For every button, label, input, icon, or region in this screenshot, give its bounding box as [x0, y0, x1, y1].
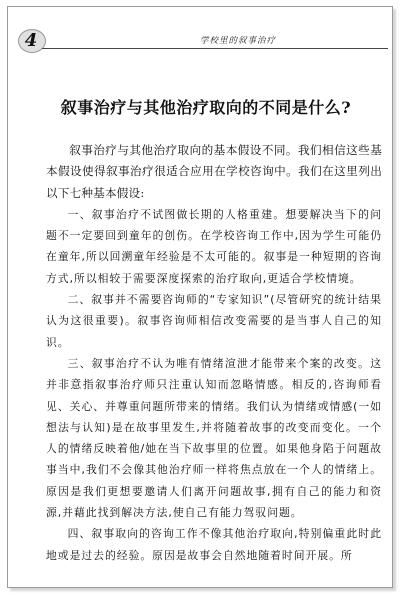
page-number-badge — [18, 29, 44, 51]
body-text — [46, 140, 382, 566]
paragraph-intro: 叙事治疗与其他治疗取向的基本假设不同。我们相信这些基本假设使得叙事治疗很适合应用在学校咨询中。我们在这里列出以下七种基本假设: — [46, 143, 382, 200]
paragraph-assumption-3: 三、叙事治疗不认为唯有情绪渲泄才能带来个案的改变。这并非意指叙事治疗师只注重认知而忽略情感。相反的,咨询师看见、关心、并尊重问题所带来的情绪。我们认为情绪或情感(一如想法与认知)是在故事里发生,并将随着故事的改变而变化。一个人的情绪反映着他/她在当下故事里的位置。如果他身陷于问题故事当中,我们不会像其他治疗师一样将焦点放在一个人的情绪上。原因是我们更想要邀请人们离开问题故事,拥有自己的能力和资源,并藉此找到解决方法,使自己有能力驾驭问题。 — [46, 356, 382, 520]
page-number: 4 — [24, 29, 38, 51]
paragraph-assumption-2: 二、叙事并不需要咨询师的“专家知识”(尽管研究的统计结果认为这很重要)。叙事咨询师相信改变需要的是当事人自己的知识。 — [46, 293, 382, 349]
section-title: 叙事治疗与其他治疗取向的不同是什么? — [60, 98, 352, 117]
paragraph-assumption-1: 一、叙事治疗不试图做长期的人格重建。想要解决当下的问题不一定要回到童年的创伤。在学校咨询工作中,因为学生可能仍在童年,所以回溯童年经验是不太可能的。叙事是一种短期的咨询方式,所以相较于需要深度探索的治疗取向,更适合学校情境。 — [46, 207, 382, 285]
running-head: 学校里的叙事治疗 — [199, 36, 276, 46]
header-rule — [42, 48, 388, 49]
book-page — [7, 6, 393, 588]
paragraph-assumption-4: 四、叙事取向的咨询工作不像其他治疗取向,特别偏重此时此地或是过去的经验。原因是故事会自然地随着时间开展。所 — [46, 527, 382, 562]
